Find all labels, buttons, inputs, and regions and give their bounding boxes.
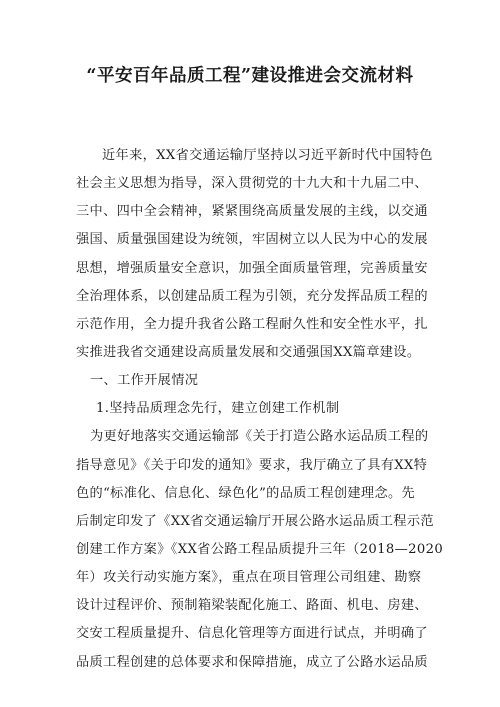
- paragraph-line: 近年来，XX省交通运输厅坚持以习近平新时代中国特色: [102, 148, 433, 163]
- subsection-heading: 1.坚持品质理念先行，建立创建工作机制: [96, 401, 340, 417]
- paragraph-line: 设计过程评价、预制箱梁装配化施工、路面、机电、房建、: [76, 598, 428, 614]
- document-body: [76, 142, 444, 677]
- paragraph-line: 示范作用，全力提升我省公路工程耐久性和安全性水平，扎: [76, 316, 428, 332]
- paragraph-line: 为更好地落实交通运输部《关于打造公路水运品质工程的: [90, 429, 429, 445]
- paragraph-line: 思想，增强质量安全意识，加强全面质量管理，完善质量安: [76, 260, 428, 276]
- paragraph-line: 三中、四中全会精神，紧紧围绕高质量发展的主线，以交通: [76, 204, 428, 220]
- paragraph-line: 交安工程质量提升、信息化管理等方面进行试点，并明确了: [76, 626, 428, 642]
- paragraph-line: 社会主义思想为指导，深入贯彻党的十九大和十九届二中、: [76, 176, 428, 192]
- section-heading: 一、工作开展情况: [90, 373, 199, 389]
- paragraph-line: 年）攻关行动实施方案》，重点在项目管理公司组建、勘察: [76, 570, 422, 586]
- document-title: “平安百年品质工程”建设推进会交流材料: [86, 66, 414, 86]
- paragraph-line: 品质工程创建的总体要求和保障措施，成立了公路水运品质: [76, 654, 428, 670]
- paragraph-line: 强国、质量强国建设为统领，牢固树立以人民为中心的发展: [76, 232, 428, 248]
- paragraph-line: 实推进我省交通建设高质量发展和交通强国XX篇章建设。: [76, 344, 421, 360]
- paragraph-line: 创建工作方案》《XX省公路工程品质提升三年（2018—2020: [76, 541, 444, 557]
- paragraph-line: 全治理体系，以创建品质工程为引领，充分发挥品质工程的: [76, 288, 428, 304]
- paragraph-line: 指导意见》《关于印发的通知》要求，我厅确立了具有XX特: [76, 457, 428, 473]
- paragraph-line: 色的“标准化、信息化、绿色化”的品质工程创建理念。先: [76, 485, 416, 501]
- paragraph-line: 后制定印发了《XX省交通运输厅开展公路水运品质工程示范: [76, 513, 434, 529]
